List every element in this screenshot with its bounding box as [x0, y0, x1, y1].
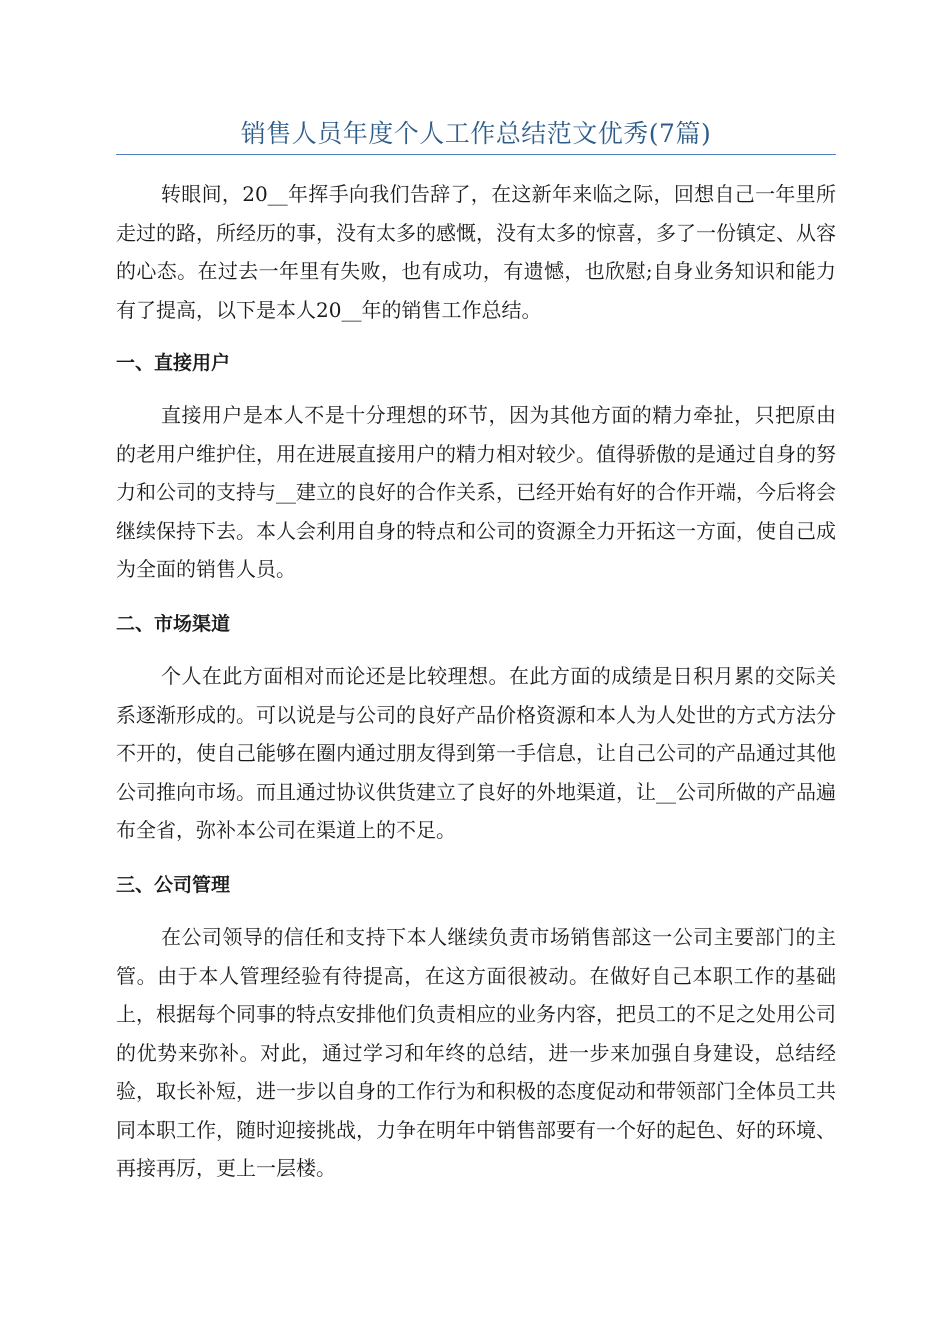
section-body-market-channels: 个人在此方面相对而论还是比较理想。在此方面的成绩是日积月累的交际关系逐渐形成的。可以说是与公司的良好产品价格资源和本人为人处世的方式方法分不开的，使自己能够在圈内通过朋友得到第一手信息，让自己公司的产品通过其他公司推向市场。而且通过协议供货建立了良好的外地渠道，让__公司所做的产品遍布全省，弥补本公司在渠道上的不足。 [116, 664, 836, 842]
section-heading-market-channels: 二、市场渠道 [116, 613, 231, 635]
section-body-company-management: 在公司领导的信任和支持下本人继续负责市场销售部这一公司主要部门的主管。由于本人管理经验有待提高，在这方面很被动。在做好自己本职工作的基础上，根据每个同事的特点安排他们负责相应的业务内容，把员工的不足之处用公司的优势来弥补。对此，通过学习和年终的总结，进一步来加强自身建设，总结经验，取长补短，进一步以自身的工作行为和积极的态度促动和带领部门全体员工共同本职工作，随时迎接挑战，力争在明年中销售部要有一个好的起色、好的环境、再接再厉，更上一层楼。 [116, 925, 836, 1180]
intro-paragraph: 转眼间，20__年挥手向我们告辞了，在这新年来临之际，回想自己一年里所走过的路，所经历的事，没有太多的感慨，没有太多的惊喜，多了一份镇定、从容的心态。在过去一年里有失败，也有成功，有遗憾，也欣慰;自身业务知识和能力有了提高，以下是本人20__年的销售工作总结。 [116, 182, 836, 322]
section-heading-company-management: 三、公司管理 [116, 874, 231, 896]
section-body-direct-users: 直接用户是本人不是十分理想的环节，因为其他方面的精力牵扯，只把原由的老用户维护住，用在进展直接用户的精力相对较少。值得骄傲的是通过自身的努力和公司的支持与__建立的良好的合作关系，已经开始有好的合作开端，今后将会继续保持下去。本人会利用自身的特点和公司的资源全力开拓这一方面，使自己成为全面的销售人员。 [116, 403, 836, 581]
section-heading-direct-users: 一、直接用户 [116, 352, 231, 374]
title-underline [116, 154, 836, 155]
document-title: 销售人员年度个人工作总结范文优秀(7篇) [240, 119, 712, 148]
